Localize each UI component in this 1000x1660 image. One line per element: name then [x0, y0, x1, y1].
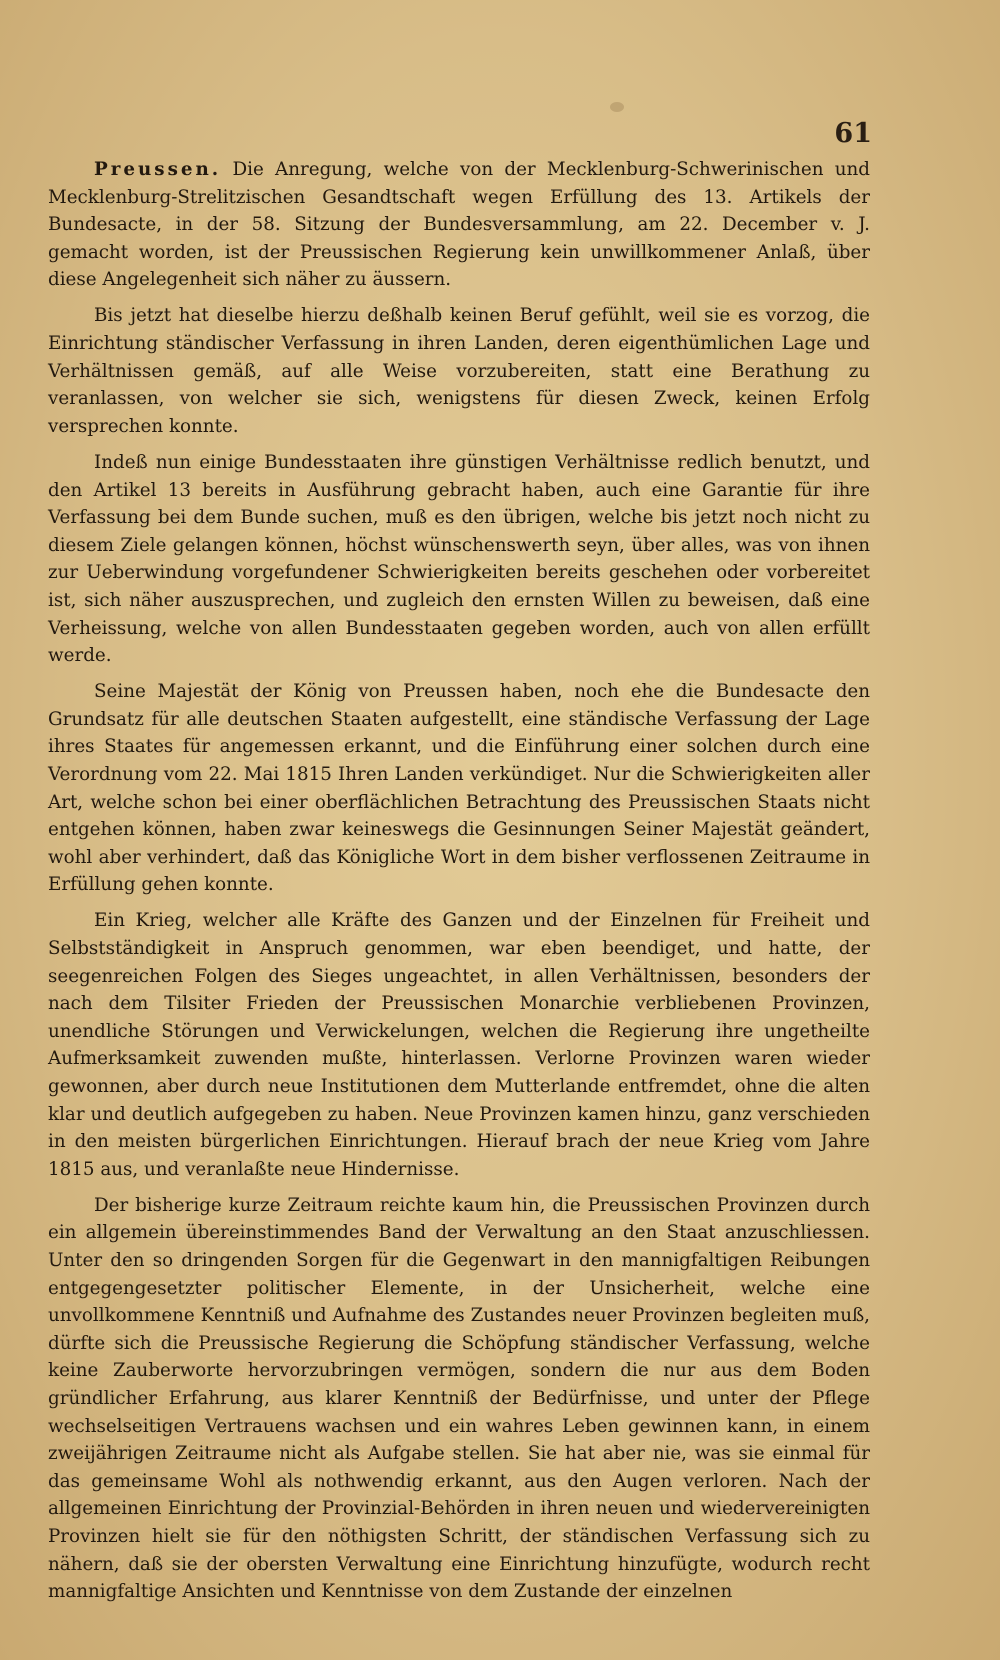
- paragraph-text: Die Anregung, welche von der Mecklenburg-Schwerinischen und Mecklenburg-Strelitzischen Gesandtschaft wegen Erfüllung des 13. Artikels der Bundesacte, in der 58. Sitzung der Bundesversammlung, am 22. December v. J. gemacht worden, ist der Preussischen Regierung kein unwillkommener Anlaß, über diese Angelegenheit sich näher zu äussern.: [48, 159, 870, 291]
- paragraph: Seine Majestät der König von Preussen haben, noch ehe die Bundesacte den Grundsatz für alle deutschen Staaten aufgestellt, eine ständische Verfassung der Lage ihres Staates für angemessen erkannt, und die Einführung einer solchen durch eine Verordnung vom 22. Mai 1815 Ihren Landen verkündiget. Nur die Schwierigkeiten aller Art, welche schon bei einer oberflächlichen Betrachtung des Preussischen Staats nicht entgehen können, haben zwar keineswegs die Gesinnungen Seiner Majestät geändert, wohl aber verhindert, daß das Königliche Wort in dem bisher verflossenen Zeitraume in Erfüllung gehen konnte.: [48, 681, 870, 896]
- body-text: [48, 156, 870, 1614]
- page-number: 61: [834, 118, 872, 149]
- paper-spot: [610, 102, 624, 112]
- paragraph: Ein Krieg, welcher alle Kräfte des Ganzen und der Einzelnen für Freiheit und Selbstständigkeit in Anspruch genommen, war eben beendiget, und hatte, der seegenreichen Folgen des Sieges ungeachtet, in allen Verhältnissen, besonders der nach dem Tilsiter Frieden der Preussischen Monarchie verbliebenen Provinzen, unendliche Störungen und Verwickelungen, welchen die Regierung ihre ungetheilte Aufmerksamkeit zuwenden mußte, hinterlassen. Verlorne Provinzen waren wieder gewonnen, aber durch neue Institutionen dem Mutterlande entfremdet, ohne die alten klar und deutlich aufgegeben zu haben. Neue Provinzen kamen hinzu, ganz verschieden in den meisten bürgerlichen Einrichtungen. Hierauf brach der neue Krieg vom Jahre 1815 aus, und veranlaßte neue Hindernisse.: [48, 910, 870, 1180]
- paragraph: Indeß nun einige Bundesstaaten ihre günstigen Verhältnisse redlich benutzt, und den Artikel 13 bereits in Ausführung gebracht haben, auch eine Garantie für ihre Verfassung bei dem Bunde suchen, muß es den übrigen, welche bis jetzt noch nicht zu diesem Ziele gelangen können, höchst wünschenswerth seyn, über alles, was von ihnen zur Ueberwindung vorgefundener Schwierigkeiten bereits geschehen oder vorbereitet ist, sich näher auszusprechen, und zugleich den ernsten Willen zu beweisen, daß eine Verheissung, welche von allen Bundesstaaten gegeben worden, auch von allen erfüllt werde.: [48, 451, 870, 667]
- paragraph: [48, 156, 870, 294]
- paragraph: Bis jetzt hat dieselbe hierzu deßhalb keinen Beruf gefühlt, weil sie es vorzog, die Einrichtung ständischer Verfassung in ihren Landen, deren eigenthümlichen Lage und Verhältnissen gemäß, auf alle Weise vorzubereiten, statt eine Berathung zu veranlassen, von welcher sie sich, wenigstens für diesen Zweck, keinen Erfolg versprechen konnte.: [48, 305, 870, 437]
- paragraph: Der bisherige kurze Zeitraum reichte kaum hin, die Preussischen Provinzen durch ein allgemein übereinstimmendes Band der Verwaltung an den Staat anzuschliessen. Unter den so dringenden Sorgen für die Gegenwart in den mannigfaltigen Reibungen entgegengesetzter politischer Elemente, in der Unsicherheit, welche eine unvollkommene Kenntniß und Aufnahme des Zustandes neuer Provinzen begleiten muß, dürfte sich die Preussische Regierung die Schöpfung ständischer Verfassung, welche keine Zauberworte hervorzubringen vermögen, sondern die nur aus dem Boden gründlicher Erfahrung, aus klarer Kenntniß der Bedürfnisse, und unter der Pflege wechselseitigen Vertrauens wachsen und ein wahres Leben gewinnen kann, in einem zweijährigen Zeitraume nicht als Aufgabe stellen. Sie hat aber nie, was sie einmal für das gemeinsame Wohl als nothwendig erkannt, aus den Augen verloren. Nach der allgemeinen Einrichtung der Provinzial-Behörden in ihren neuen und wiedervereinigten Provinzen hielt sie für den nöthigsten Schritt, der ständischen Verfassung sich zu nähern, daß sie der obersten Verwaltung eine Einrichtung hinzufügte, wodurch recht mannigfaltige Ansichten und Kenntnisse von dem Zustande der einzelnen: [48, 1194, 870, 1603]
- paragraph-lead-word: Preussen.: [94, 159, 222, 180]
